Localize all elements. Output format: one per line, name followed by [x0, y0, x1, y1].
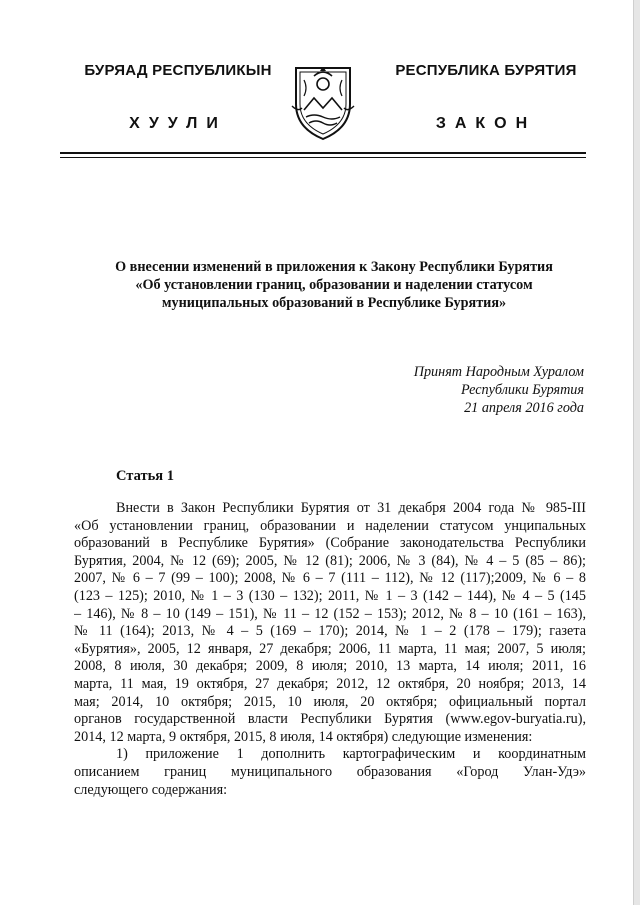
body-line: (123 – 125); 2010, № 1 – 3 (130 – 132); 2011, № 1 – 3 (142 – 144), № 4 – 5 (145 [74, 587, 586, 604]
body-line: следующего содержания: [74, 781, 228, 798]
body-line: описанием границ муниципального образования «Город Улан-Удэ» [74, 763, 586, 780]
body-line: – 146), № 8 – 10 (149 – 151), № 11 – 12 (152 – 153); 2012, № 8 – 10 (161 – 163), [74, 605, 586, 622]
body-line: 2007, № 6 – 7 (99 – 100); 2008, № 6 – 7 (111 – 112), № 12 (117);2009, № 6 – 8 [74, 570, 586, 587]
adoption-line: Республики Бурятия [460, 382, 584, 398]
body-line: органов государственной власти Республики Бурятия (www.egov-buryatia.ru), [74, 711, 586, 728]
body-line: мая; 2014, 10 октября; 2015, 10 июля, 20 октября; официальный портал [74, 693, 586, 710]
header-left-law: ХУУЛИ [129, 115, 227, 132]
body-line: «Бурятия», 2005, 12 января, 27 декабря; 2006, 11 марта, 11 мая; 2007, 5 июля; [74, 640, 586, 657]
header-left-title: БУРЯАД РЕСПУБЛИКЫН [84, 62, 272, 79]
coat-of-arms-icon [290, 62, 356, 142]
adoption-note [330, 363, 584, 417]
body-line: «Об установлении границ, образовании и наделении статусом унципальных [74, 517, 586, 534]
body-line: № 11 (164); 2013, № 4 – 5 (169 – 170); 2014, № 1 – 2 (178 – 179); газета [74, 623, 586, 640]
body-line: Бурятия, 2004, № 12 (69); 2005, № 12 (81); 2006, № 3 (84), № 4 – 5 (85 – 86); [74, 552, 586, 569]
body-line: 1) приложение 1 дополнить картографическим и координатным [116, 746, 586, 763]
adoption-line: Принят Народным Хуралом [413, 364, 584, 380]
header-right-title: РЕСПУБЛИКА БУРЯТИЯ [395, 62, 577, 79]
header-right-law: ЗАКОН [435, 115, 537, 132]
header-rule-thin [60, 157, 586, 158]
title-line: муниципальных образований в Республике Бурятия» [161, 295, 507, 311]
body-line: 2008, 8 июля, 30 декабря; 2009, 8 июля; 2010, 13 марта, 14 июля; 2011, 16 [74, 658, 586, 675]
body-line: 2014, 12 марта, 9 октября, 2015, 8 июля, 14 октября) следующие изменения: [74, 728, 533, 745]
article-body [74, 500, 586, 799]
page-edge [633, 0, 640, 905]
adoption-line: 21 апреля 2016 года [464, 400, 584, 416]
body-line: Внести в Закон Республики Бурятия от 31 декабря 2004 года № 985-III [116, 500, 586, 516]
header-rule-thick [60, 152, 586, 154]
body-line: марта, 11 мая, 19 октября, 27 декабря; 2012, 12 октября, 20 ноября; 2013, 14 [74, 675, 586, 692]
title-line: О внесении изменений в приложения к Закону Республики Бурятия [115, 259, 553, 275]
law-title [74, 258, 594, 312]
title-line: «Об установлении границ, образовании и наделении статусом [135, 277, 533, 293]
article-heading: Статья 1 [116, 468, 174, 484]
body-line: образований в Республике Бурятия» (Собрание законодательства Республики [74, 535, 586, 552]
